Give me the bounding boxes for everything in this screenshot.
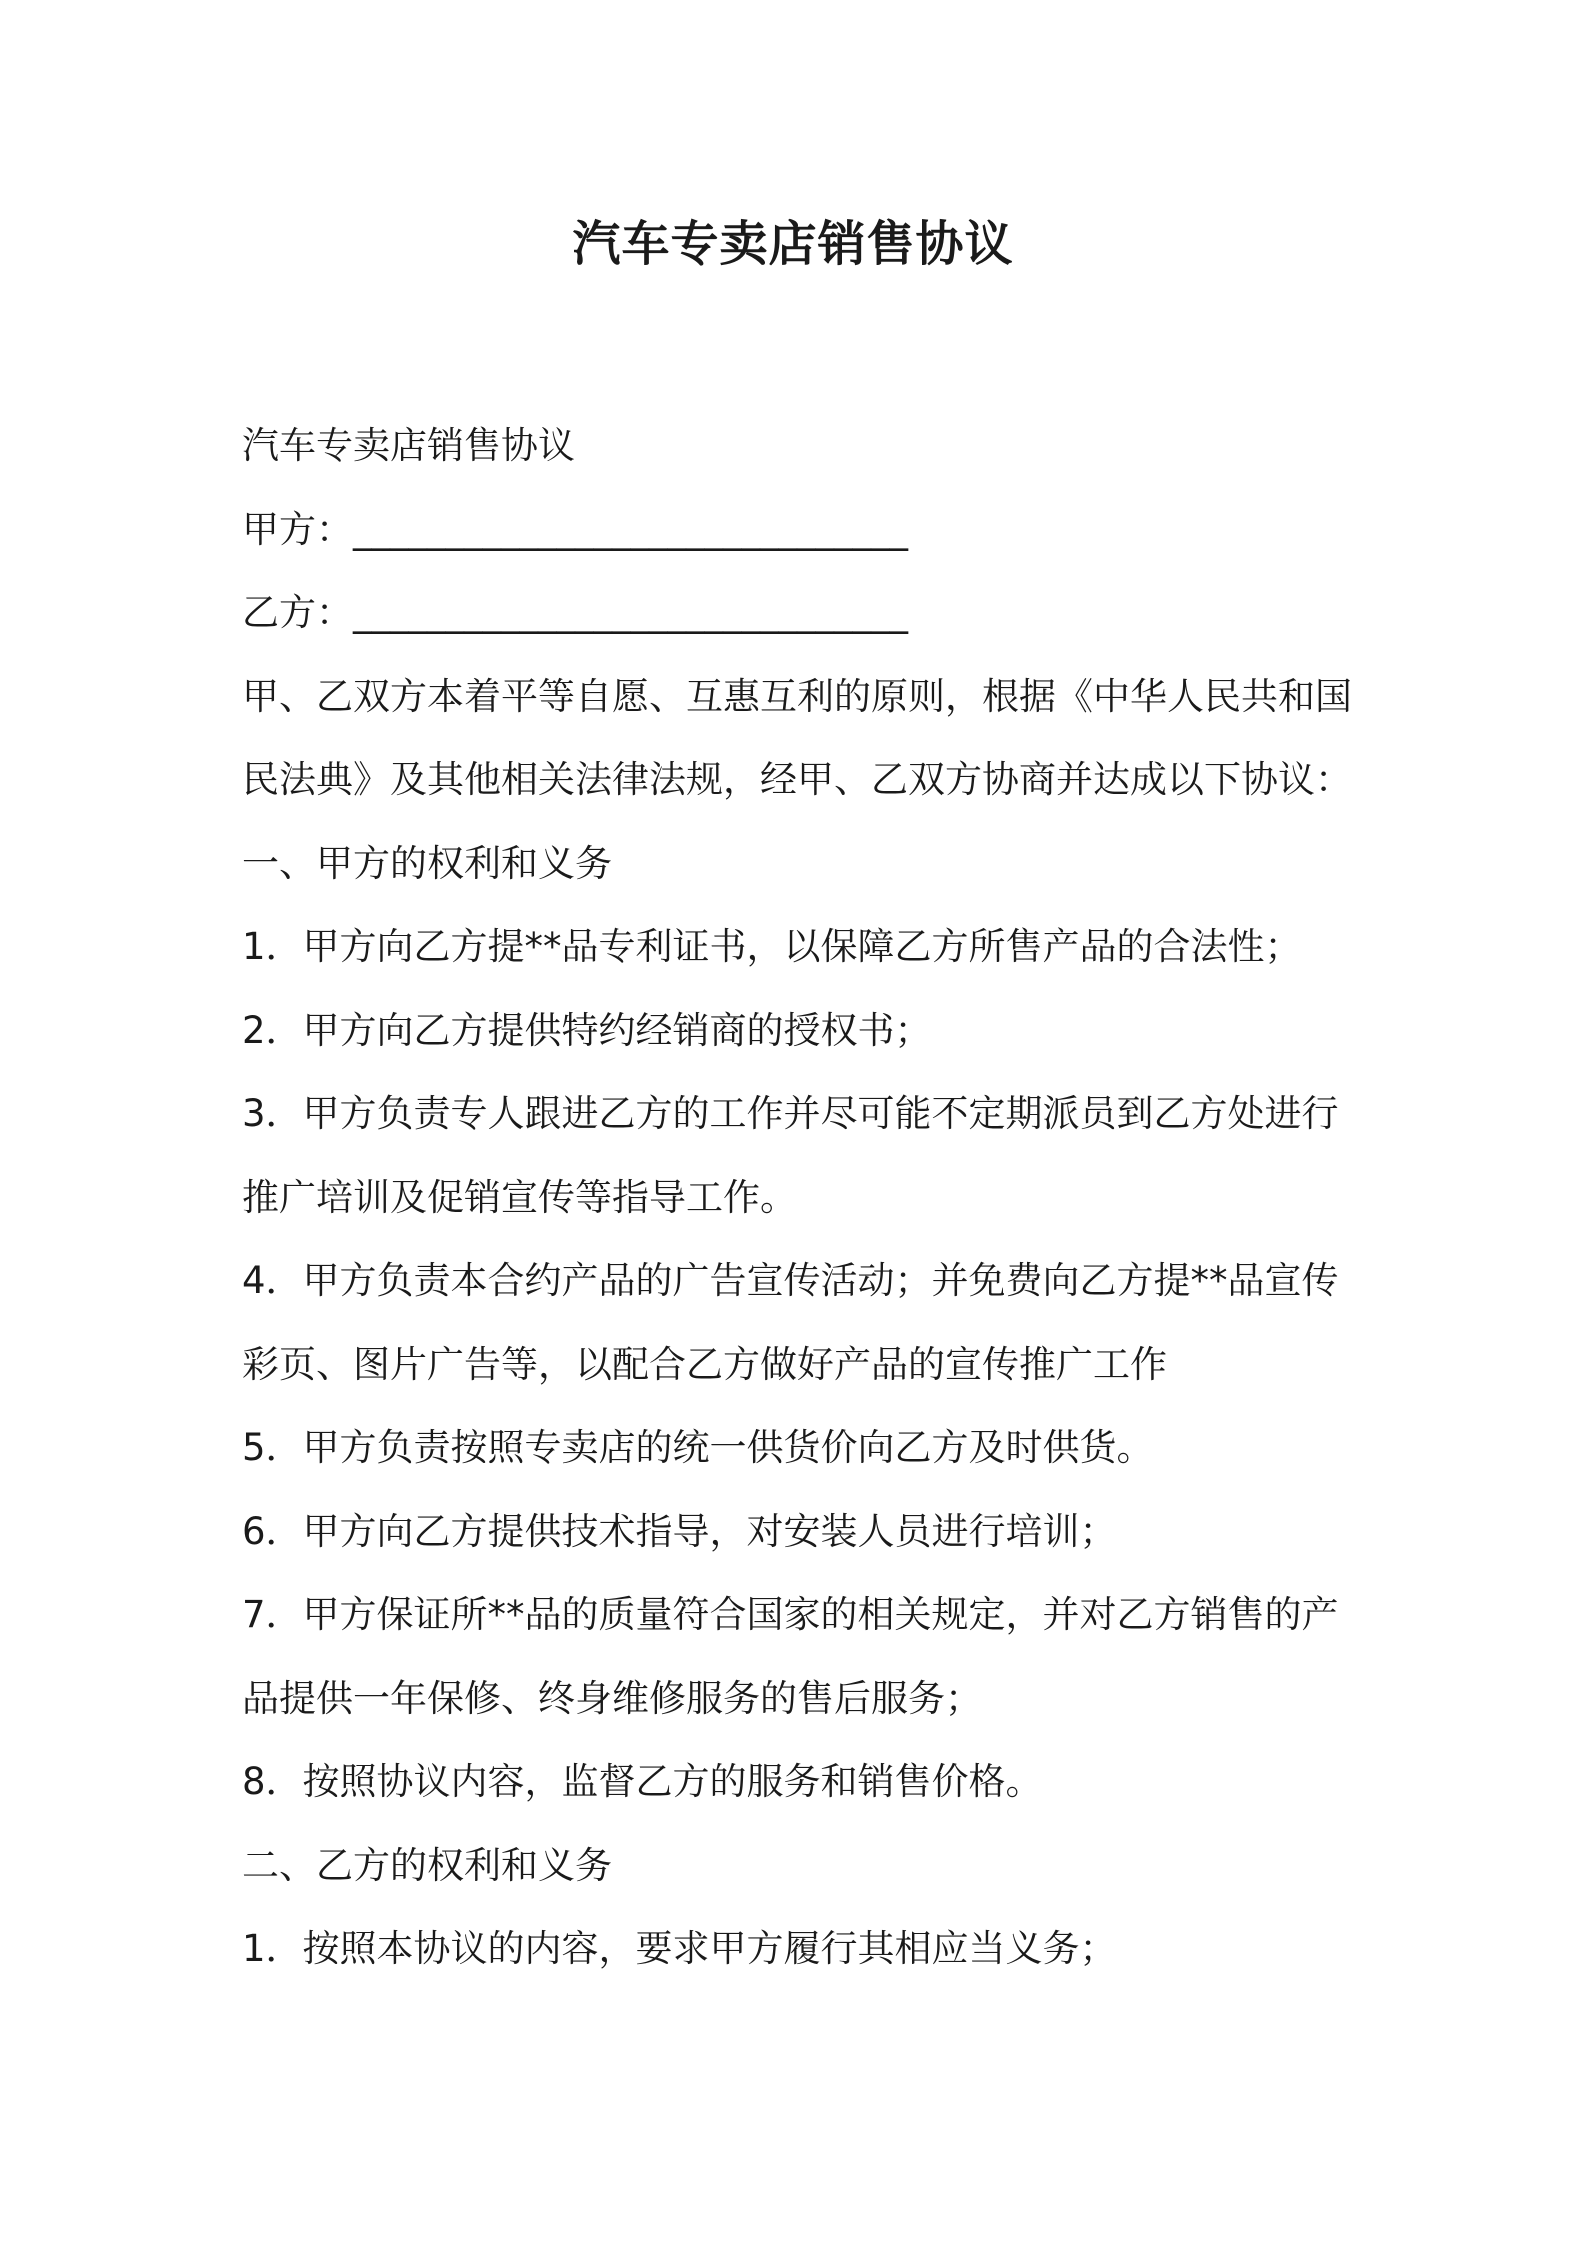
clause-line: 2．甲方向乙方提供特约经销商的授权书； bbox=[242, 1008, 932, 1052]
preamble-line-1: 甲、乙双方本着平等自愿、互惠互利的原则，根据《中华人民共和国 bbox=[242, 674, 1352, 718]
party-b-line: 乙方：______________________________ bbox=[242, 591, 908, 634]
clause-line: 5．甲方负责按照专卖店的统一供货价向乙方及时供货。 bbox=[242, 1426, 1154, 1469]
clause-line: 品提供一年保修、终身维修服务的售后服务； bbox=[242, 1676, 982, 1720]
clause-line: 6．甲方向乙方提供技术指导，对安装人员进行培训； bbox=[242, 1509, 1117, 1553]
clause-line: 3．甲方负责专人跟进乙方的工作并尽可能不定期派员到乙方处进行 bbox=[242, 1092, 1339, 1135]
subtitle-line: 汽车专卖店销售协议 bbox=[242, 424, 575, 467]
clause-line: 1．按照本协议的内容，要求甲方履行其相应当义务； bbox=[242, 1927, 1117, 1970]
clause-line: 7．甲方保证所**品的质量符合国家的相关规定，并对乙方销售的产 bbox=[242, 1593, 1339, 1636]
preamble-line-2: 民法典》及其他相关法律法规，经甲、乙双方协商并达成以下协议： bbox=[242, 758, 1352, 801]
clause-line: 推广培训及促销宣传等指导工作。 bbox=[242, 1175, 797, 1219]
clause-line: 4．甲方负责本合约产品的广告宣传活动；并免费向乙方提**品宣传 bbox=[242, 1259, 1339, 1302]
clause-line: 彩页、图片广告等，以配合乙方做好产品的宣传推广工作 bbox=[242, 1342, 1167, 1386]
document-body bbox=[242, 404, 1362, 1991]
clause-line: 1．甲方向乙方提**品专利证书，以保障乙方所售产品的合法性； bbox=[242, 925, 1302, 968]
document-title: 汽车专卖店销售协议 bbox=[572, 216, 1014, 272]
party-a-line: 甲方：______________________________ bbox=[242, 507, 908, 551]
clause-line: 8．按照协议内容，监督乙方的服务和销售价格。 bbox=[242, 1760, 1043, 1803]
section-heading-1: 一、甲方的权利和义务 bbox=[242, 841, 612, 885]
section-heading-2: 二、乙方的权利和义务 bbox=[242, 1843, 612, 1887]
